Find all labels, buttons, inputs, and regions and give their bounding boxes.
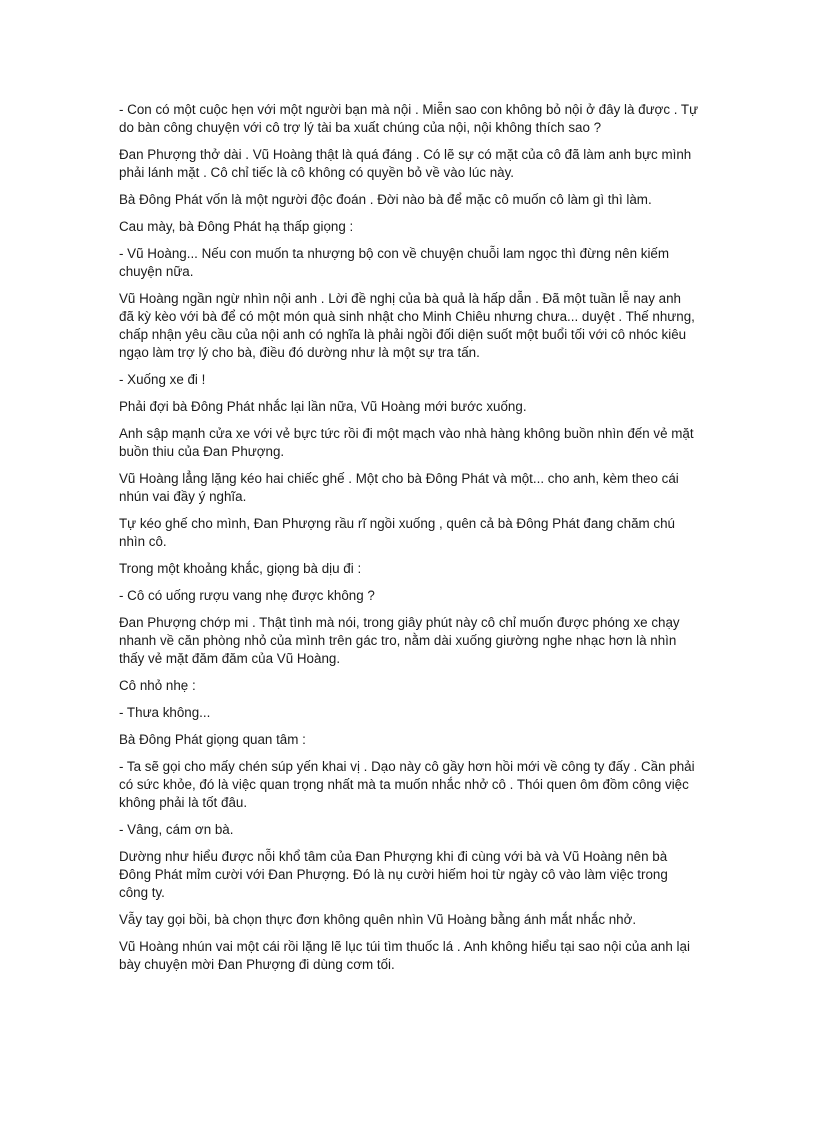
paragraph: Vũ Hoàng ngần ngừ nhìn nội anh . Lời đề nghị của bà quả là hấp dẫn . Đã một tuần lễ nay anh đã kỳ kèo với bà để có một món quà sinh nhật cho Minh Chiêu nhưng chưa... duyệt . Thế nhưng, chấp nhận yêu cầu của nội anh có nghĩa là phải ngồi đối diện suốt một buổi tối với cô nhóc kiêu ngạo làm trợ lý cho bà, điều đó dường như là một sự tra tấn. xyxy=(119,291,695,360)
paragraph: - Vâng, cám ơn bà. xyxy=(119,822,234,837)
paragraph: Bà Đông Phát giọng quan tâm : xyxy=(119,732,306,747)
paragraph: Vẫy tay gọi bồi, bà chọn thực đơn không quên nhìn Vũ Hoàng bằng ánh mắt nhắc nhở. xyxy=(119,912,637,927)
paragraph: Bà Đông Phát vốn là một người độc đoán . Đời nào bà để mặc cô muốn cô làm gì thì làm. xyxy=(119,192,652,207)
paragraph: Phải đợi bà Đông Phát nhắc lại lần nữa, Vũ Hoàng mới bước xuống. xyxy=(119,399,527,414)
paragraph: Cô nhỏ nhẹ : xyxy=(119,678,196,693)
paragraph: Dường như hiểu được nỗi khổ tâm của Đan Phượng khi đi cùng với bà và Vũ Hoàng nên bà Đông Phát mỉm cười với Đan Phượng. Đó là nụ cười hiếm hoi từ ngày cô vào làm việc trong công ty. xyxy=(119,849,668,900)
paragraph: - Ta sẽ gọi cho mấy chén súp yến khai vị . Dạo này cô gầy hơn hồi mới về công ty đấy . Cần phải có sức khỏe, đó là việc quan trọng nhất mà ta muốn nhắc nhở cô . Thói quen ôm đồm công việc không phải là tốt đâu. xyxy=(119,759,695,810)
paragraph: - Thưa không... xyxy=(119,705,211,720)
paragraph: Trong một khoảng khắc, giọng bà dịu đi : xyxy=(119,561,362,576)
paragraph: Vũ Hoàng lẳng lặng kéo hai chiếc ghế . Một cho bà Đông Phát và một... cho anh, kèm theo cái nhún vai đầy ý nghĩa. xyxy=(119,471,679,504)
paragraph: Vũ Hoàng nhún vai một cái rồi lặng lẽ lục túi tìm thuốc lá . Anh không hiểu tại sao nội của anh lại bày chuyện mời Đan Phượng đi dùng cơm tối. xyxy=(119,939,690,972)
paragraph: Đan Phượng chớp mi . Thật tình mà nói, trong giây phút này cô chỉ muốn được phóng xe chạy nhanh về căn phòng nhỏ của mình trên gác tro, nằm dài xuống giường nghe nhạc hơn là nhìn thấy vẻ mặt đăm đăm của Vũ Hoàng. xyxy=(119,615,680,666)
paragraph: - Con có một cuộc hẹn với một người bạn mà nội . Miễn sao con không bỏ nội ở đây là được . Tự do bàn công chuyện với cô trợ lý tài ba xuất chúng của nội, nội không thích sao ? xyxy=(119,102,699,135)
paragraph: Cau mày, bà Đông Phát hạ thấp giọng : xyxy=(119,219,354,234)
document-page xyxy=(119,101,699,983)
paragraph: - Cô có uống rượu vang nhẹ được không ? xyxy=(119,588,375,603)
paragraph: - Vũ Hoàng... Nếu con muốn ta nhượng bộ con về chuyện chuỗi lam ngọc thì đừng nên kiếm chuyện nữa. xyxy=(119,246,670,279)
paragraph: Đan Phượng thở dài . Vũ Hoàng thật là quá đáng . Có lẽ sự có mặt của cô đã làm anh bực mình phải lánh mặt . Cô chỉ tiếc là cô không có quyền bỏ về vào lúc này. xyxy=(119,147,692,180)
paragraph: Anh sập mạnh cửa xe với vẻ bực tức rồi đi một mạch vào nhà hàng không buồn nhìn đến vẻ mặt buồn thiu của Đan Phượng. xyxy=(119,426,694,459)
paragraph: - Xuống xe đi ! xyxy=(119,372,206,387)
paragraph: Tự kéo ghế cho mình, Đan Phượng rầu rĩ ngồi xuống , quên cả bà Đông Phát đang chăm chú nhìn cô. xyxy=(119,516,675,549)
